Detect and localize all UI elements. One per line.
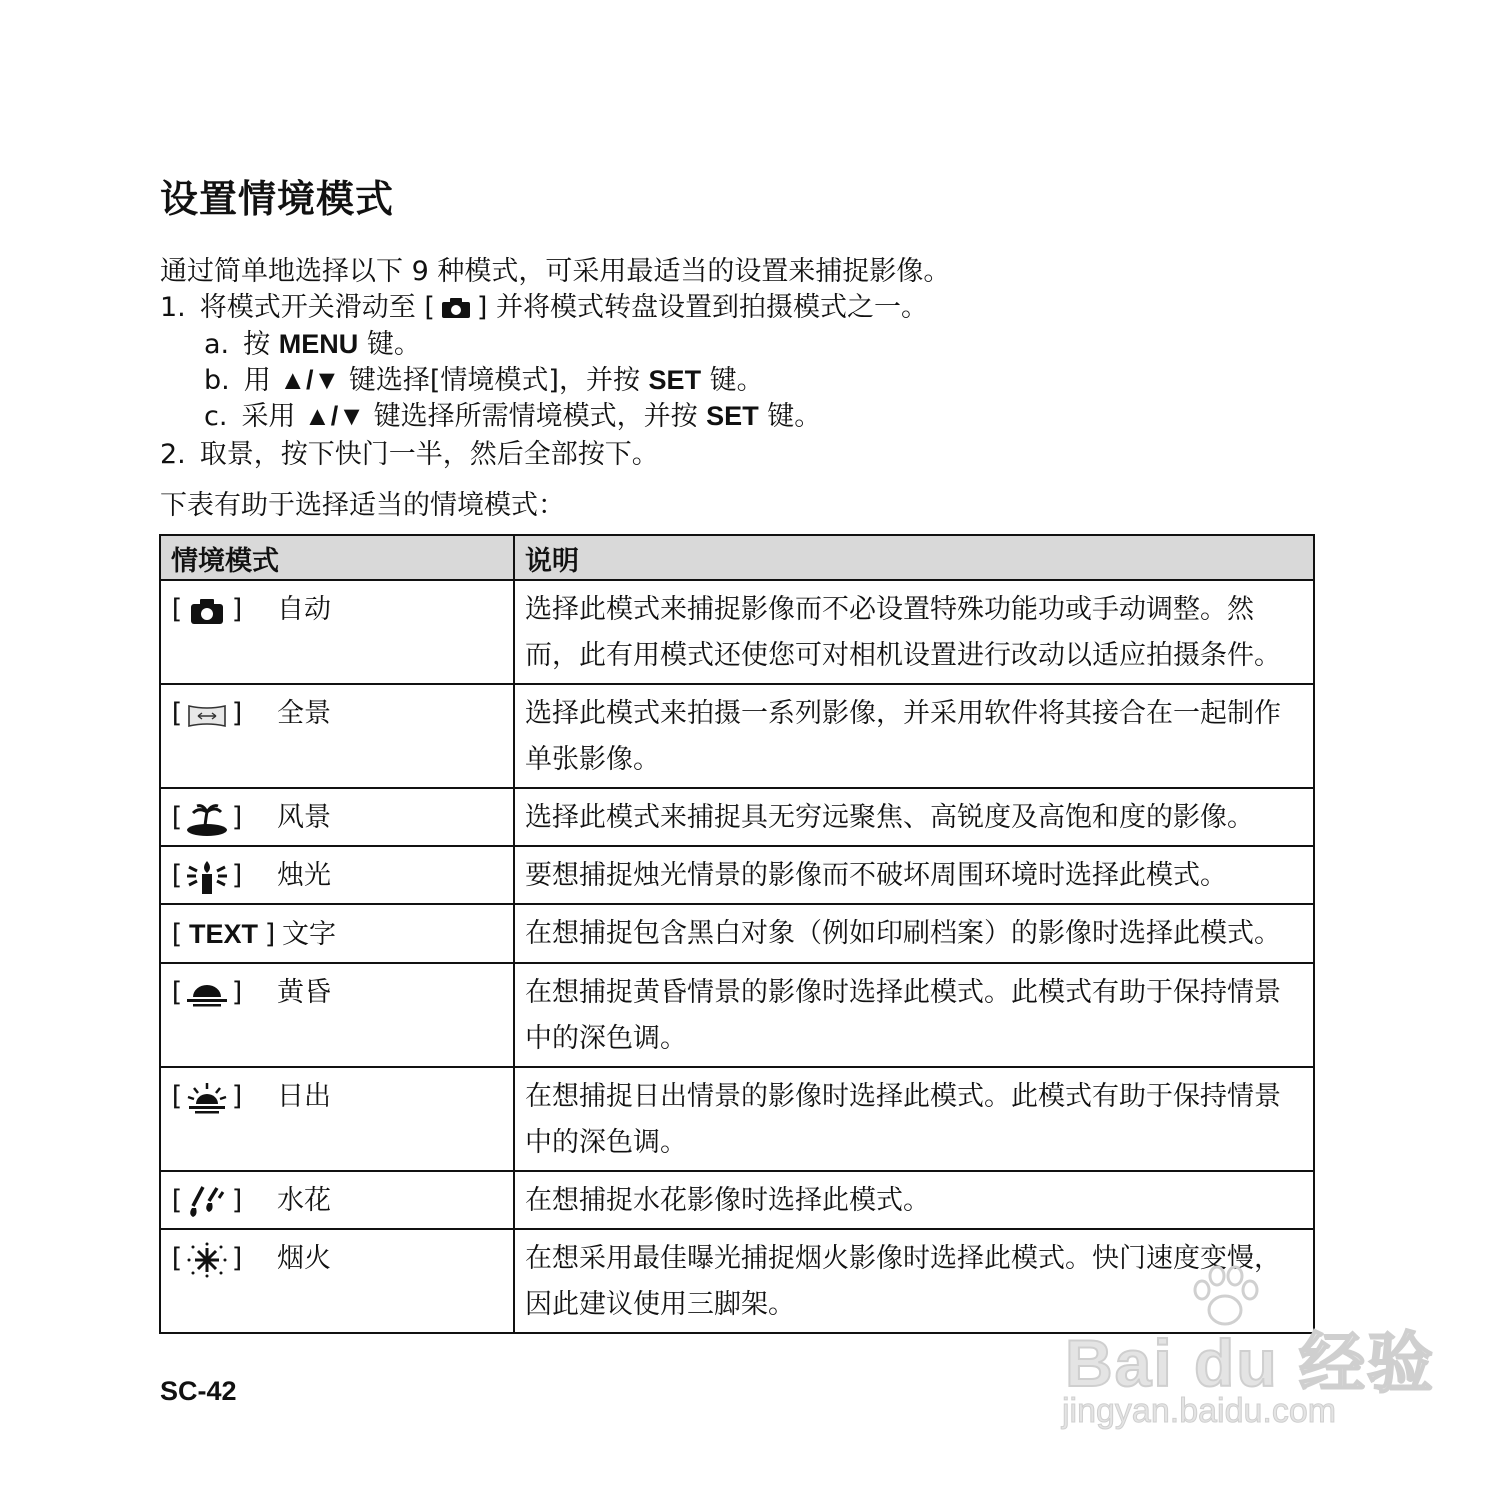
mode-name: 文字 bbox=[282, 919, 337, 950]
table-row bbox=[160, 580, 1314, 684]
step-number: b. bbox=[204, 365, 230, 396]
step-2 bbox=[160, 437, 659, 473]
step-text-pre: 按 bbox=[243, 329, 271, 360]
mode-name: 风景 bbox=[277, 802, 331, 833]
camera-icon bbox=[441, 293, 471, 315]
mode-cell: [ ] 日出 bbox=[160, 1067, 514, 1171]
table-row bbox=[160, 963, 1314, 1067]
mode-cell: [ ] 黄昏 bbox=[160, 963, 514, 1067]
step-text-post: ] 并将模式转盘设置到拍摄模式之一。 bbox=[476, 292, 929, 323]
mode-cell: [ ] 烛光 bbox=[160, 846, 514, 904]
mode-name: 日出 bbox=[277, 1081, 331, 1112]
step-text-post: 键。 bbox=[366, 329, 421, 360]
table-row bbox=[160, 788, 1314, 846]
arrow-keys-label: ▲/▼ bbox=[304, 401, 365, 431]
sunrise-icon bbox=[183, 1080, 231, 1116]
mode-cell: [ ] 水花 bbox=[160, 1171, 514, 1229]
table-header-row bbox=[160, 535, 1314, 580]
watermark-brand: Bai du 经验 bbox=[1065, 1326, 1436, 1400]
mode-name: 全景 bbox=[277, 698, 331, 729]
step-text-post: 键。 bbox=[767, 401, 822, 432]
step-text: 取景，按下快门一半，然后全部按下。 bbox=[199, 439, 659, 470]
table-intro: 下表有助于选择适当的情境模式： bbox=[160, 490, 565, 521]
step-1c bbox=[204, 398, 821, 435]
step-1a bbox=[204, 326, 421, 363]
mode-cell: [ ] 风景 bbox=[160, 788, 514, 846]
mode-name: 烟火 bbox=[277, 1243, 331, 1274]
text-icon: TEXT bbox=[189, 919, 259, 949]
step-number: c. bbox=[204, 401, 228, 432]
mode-name: 自动 bbox=[277, 594, 331, 625]
sunset-icon bbox=[183, 976, 231, 1012]
step-number: 1. bbox=[160, 292, 186, 323]
step-text-post: 键。 bbox=[709, 365, 764, 396]
table-row bbox=[160, 846, 1314, 904]
mode-description: 选择此模式来捕捉影像而不必设置特殊功能功或手动调整。然而，此有用模式还使您可对相机设置进行改动以适应拍摄条件。 bbox=[514, 580, 1314, 684]
fireworks-icon bbox=[183, 1242, 231, 1278]
page-title: 设置情境模式 bbox=[160, 177, 395, 221]
page-number: SC-42 bbox=[160, 1376, 237, 1406]
mode-description: 选择此模式来捕捉具无穷远聚焦、高锐度及高饱和度的影像。 bbox=[514, 788, 1314, 846]
camera-icon bbox=[183, 593, 231, 629]
mode-description: 在想捕捉包含黑白对象（例如印刷档案）的影像时选择此模式。 bbox=[514, 904, 1314, 963]
mode-cell: [ TEXT ] 文字 bbox=[160, 904, 514, 963]
mode-description: 在想捕捉黄昏情景的影像时选择此模式。此模式有助于保持情景中的深色调。 bbox=[514, 963, 1314, 1067]
step-1 bbox=[160, 290, 928, 326]
table-row bbox=[160, 684, 1314, 788]
mode-description: 在想采用最佳曝光捕捉烟火影像时选择此模式。快门速度变慢，因此建议使用三脚架。 bbox=[514, 1229, 1314, 1333]
mode-description: 在想捕捉水花影像时选择此模式。 bbox=[514, 1171, 1314, 1229]
step-text-pre: 将模式开关滑动至 [ bbox=[199, 292, 435, 323]
step-1b bbox=[204, 362, 764, 399]
table-row bbox=[160, 1067, 1314, 1171]
step-number: 2. bbox=[160, 439, 186, 470]
scene-mode-table bbox=[159, 534, 1315, 1334]
header-mode: 情境模式 bbox=[160, 535, 514, 580]
mode-cell: [ ] 自动 bbox=[160, 580, 514, 684]
landscape-icon bbox=[183, 801, 231, 837]
mode-name: 黄昏 bbox=[277, 977, 331, 1008]
table-row bbox=[160, 1171, 1314, 1229]
mode-cell: [ ] 全景 bbox=[160, 684, 514, 788]
step-text-mid: 键选择[情境模式]，并按 bbox=[348, 365, 640, 396]
intro-text: 通过简单地选择以下 9 种模式，可采用最适当的设置来捕捉影像。 bbox=[160, 256, 951, 287]
candlelight-icon bbox=[183, 859, 231, 895]
arrow-keys-label: ▲/▼ bbox=[279, 365, 341, 395]
mode-name: 水花 bbox=[277, 1185, 331, 1216]
table-row bbox=[160, 904, 1314, 963]
mode-cell: [ ] 烟火 bbox=[160, 1229, 514, 1333]
step-text-mid: 键选择所需情境模式，并按 bbox=[373, 401, 698, 432]
step-text-pre: 采用 bbox=[241, 401, 296, 432]
menu-key-label: MENU bbox=[278, 329, 359, 359]
watermark-url: jingyan.baidu.com bbox=[1062, 1392, 1337, 1430]
mode-description: 在想捕捉日出情景的影像时选择此模式。此模式有助于保持情景中的深色调。 bbox=[514, 1067, 1314, 1171]
set-key-label: SET bbox=[706, 401, 759, 431]
step-number: a. bbox=[204, 329, 230, 360]
mode-description: 选择此模式来拍摄一系列影像，并采用软件将其接合在一起制作单张影像。 bbox=[514, 684, 1314, 788]
step-text-pre: 用 bbox=[243, 365, 271, 396]
panorama-icon bbox=[183, 697, 231, 733]
mode-description: 要想捕捉烛光情景的影像而不破坏周围环境时选择此模式。 bbox=[514, 846, 1314, 904]
splash-icon bbox=[183, 1184, 231, 1220]
mode-name: 烛光 bbox=[277, 860, 331, 891]
header-description: 说明 bbox=[514, 535, 1314, 580]
set-key-label: SET bbox=[648, 365, 702, 395]
